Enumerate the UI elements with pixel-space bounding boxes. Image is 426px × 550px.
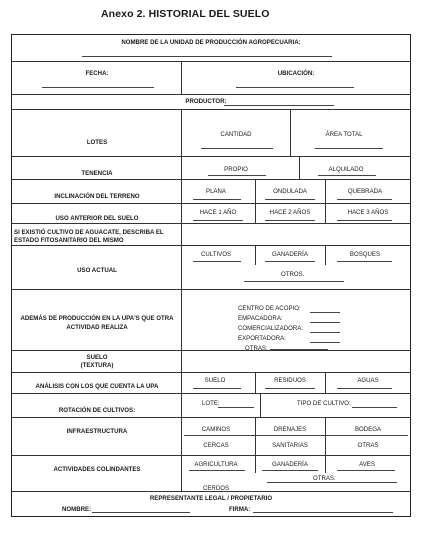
col-divider (325, 455, 326, 473)
quebrada-line[interactable] (337, 199, 392, 200)
analisis-aguas: AGUAS (357, 377, 379, 384)
rotacion-label: ROTACIÓN DE CULTIVOS: (58, 407, 136, 414)
uso-actual-otros: OTROS. (281, 271, 305, 278)
comercializadora-line[interactable] (310, 332, 340, 333)
infraestructura-label: INFRAESTRUCTURA (66, 428, 128, 435)
cantidad-label: CANTIDAD (220, 131, 252, 138)
cultivos-line[interactable] (193, 261, 241, 262)
bosques-line[interactable] (337, 261, 392, 262)
ganaderia-line[interactable] (265, 261, 315, 262)
colindantes-otras-line[interactable] (267, 482, 397, 483)
row-divider (12, 417, 410, 418)
row-divider (12, 245, 410, 246)
hace-2-line[interactable] (265, 220, 315, 221)
row-divider (12, 94, 410, 95)
otras-label: OTRAS: (245, 345, 268, 352)
lote-label: LOTE: (202, 400, 220, 407)
tenencia-label: TENENCIA (81, 170, 113, 177)
tenencia-propio: PROPIO (224, 166, 248, 173)
infra-caminos: CAMINOS (201, 426, 231, 433)
area-total-line[interactable] (315, 148, 383, 149)
col-divider (325, 372, 326, 393)
infra-bodega: BODEGA (354, 426, 382, 433)
tenencia-alquilado: ALQUILADO (328, 166, 364, 173)
otros-line[interactable] (244, 281, 344, 282)
firma-label: FIRMA: (229, 506, 251, 513)
uso-actual-cultivos: CULTIVOS (200, 251, 232, 258)
col-divider (255, 179, 256, 223)
col-divider (325, 417, 326, 455)
col-divider (255, 245, 256, 265)
ondulada-line[interactable] (265, 199, 315, 200)
produccion-question-line1: ADEMÁS DE PRODUCCIÓN EN LA UPA'S QUE OTRA (20, 315, 174, 322)
area-total-label: ÁREA TOTAL (325, 131, 363, 138)
row-divider (12, 156, 410, 157)
aguacate-question-line2: ESTADO FITOSANITARIO DEL MISMO (14, 237, 124, 244)
uso-actual-ganaderia: GANADERÍA (272, 251, 308, 258)
infra-row-line (184, 435, 408, 436)
hace-3-line[interactable] (337, 220, 392, 221)
hace-1-line[interactable] (193, 220, 243, 221)
otras-line[interactable] (270, 349, 328, 350)
col-divider (255, 372, 256, 393)
productor-line[interactable] (224, 105, 334, 106)
row-divider (12, 203, 410, 204)
hace-2-anos: HACE 2 AÑOS (269, 209, 311, 216)
ubicacion-label: UBICACIÓN: (277, 70, 315, 77)
suelo-line[interactable] (193, 388, 241, 389)
uso-actual-label: USO ACTUAL (77, 267, 117, 274)
row-divider (12, 289, 410, 290)
colindantes-ganaderia: GANADERÍA (272, 461, 308, 468)
row-divider (12, 179, 410, 180)
fecha-line[interactable] (42, 87, 154, 88)
infra-cercas: CERCAS (203, 442, 229, 449)
page-title: Anexo 2. HISTORIAL DEL SUELO (101, 8, 270, 20)
col-divider (325, 245, 326, 265)
upa-name-line[interactable] (82, 56, 332, 57)
inclinacion-label: INCLINACIÓN DEL TERRENO (54, 193, 140, 200)
uso-actual-bosques: BOSQUES (349, 251, 381, 258)
residuos-line[interactable] (265, 388, 315, 389)
aves-line[interactable] (337, 470, 395, 471)
analisis-residuos: RESIDUOS (274, 377, 306, 384)
row-divider (12, 455, 410, 456)
row-divider (12, 61, 410, 62)
inclinacion-quebrada: QUEBRADA (347, 188, 383, 195)
empacadora-line[interactable] (310, 322, 340, 323)
representante-title: REPRESENTANTE LEGAL / PROPIETARIO (149, 495, 273, 502)
hace-3-anos: HACE 3 AÑOS (347, 209, 389, 216)
col-divider (290, 109, 291, 156)
colindantes-cerdos: CERDOS (202, 485, 230, 492)
centro-acopio-label: CENTRO DE ACOPIO: (238, 305, 301, 312)
infra-drenajes: DRENAJES (273, 426, 307, 433)
inclinacion-ondulada: ONDULADA (273, 188, 307, 195)
nombre-line[interactable] (92, 512, 190, 513)
fecha-label: FECHA: (85, 70, 109, 77)
empacadora-label: EMPACADORA: (238, 315, 283, 322)
agricultura-line[interactable] (189, 470, 245, 471)
row-divider (12, 372, 410, 373)
col-divider (260, 393, 261, 417)
colindantes-agricultura: AGRICULTURA (194, 461, 238, 468)
colindantes-label: ACTIVIDADES COLINDANTES (53, 466, 141, 473)
inclinacion-plana: PLANA (206, 188, 226, 195)
col-divider (255, 455, 256, 473)
ubicacion-line[interactable] (236, 87, 354, 88)
colindantes-otras: OTRAS: (313, 475, 336, 482)
nombre-label: NOMBRE: (62, 506, 92, 513)
lotes-label: LOTES (86, 139, 108, 146)
produccion-question-line2: ACTIVIDAD REALIZA (66, 324, 128, 331)
textura-label: (TEXTURA) (80, 362, 114, 369)
tipo-cultivo-label: TIPO DE CULTIVO: (297, 400, 351, 407)
plana-line[interactable] (193, 199, 241, 200)
firma-line[interactable] (253, 512, 393, 513)
exportadora-label: EXPORTADORA: (238, 335, 286, 342)
col-divider (255, 417, 256, 455)
propio-line[interactable] (208, 175, 266, 176)
upa-name-label: NOMBRE DE LA UNIDAD DE PRODUCCIÓN AGROPECUARIA: (121, 39, 301, 46)
aguacate-question-line1: SI EXISTIÓ CULTIVO DE AGUACATE, DESCRIBA EL (14, 229, 164, 236)
alquilado-line[interactable] (318, 175, 376, 176)
productor-label: PRODUCTOR: (185, 98, 227, 105)
analisis-suelo: SUELO (204, 377, 226, 384)
row-divider (12, 109, 410, 110)
suelo-label: SUELO (86, 354, 108, 361)
hace-1-ano: HACE 1 AÑO (199, 209, 237, 216)
lote-line[interactable] (218, 407, 254, 408)
col-divider (181, 61, 182, 94)
row-divider (12, 223, 410, 224)
infra-sanitarias: SANITARIAS (272, 442, 308, 449)
infra-otras: OTRAS (357, 442, 379, 449)
aguas-line[interactable] (337, 388, 392, 389)
tipo-cultivo-line[interactable] (352, 407, 397, 408)
centro-acopio-line[interactable] (310, 312, 340, 313)
uso-anterior-label: USO ANTERIOR DEL SUELO (55, 215, 139, 222)
soil-history-form (11, 34, 411, 517)
col-divider (325, 179, 326, 223)
col-divider (181, 109, 182, 491)
cantidad-line[interactable] (201, 148, 273, 149)
col-divider (299, 156, 300, 179)
row-divider (12, 350, 410, 351)
comercializadora-label: COMERCIALIZADORA: (238, 325, 304, 332)
exportadora-line[interactable] (310, 342, 340, 343)
row-divider (12, 393, 410, 394)
colindantes-aves: AVES (359, 461, 375, 468)
analisis-label: ANÁLISIS CON LOS QUE CUENTA LA UPA (35, 383, 159, 390)
ganaderia-colindante-line[interactable] (262, 470, 318, 471)
